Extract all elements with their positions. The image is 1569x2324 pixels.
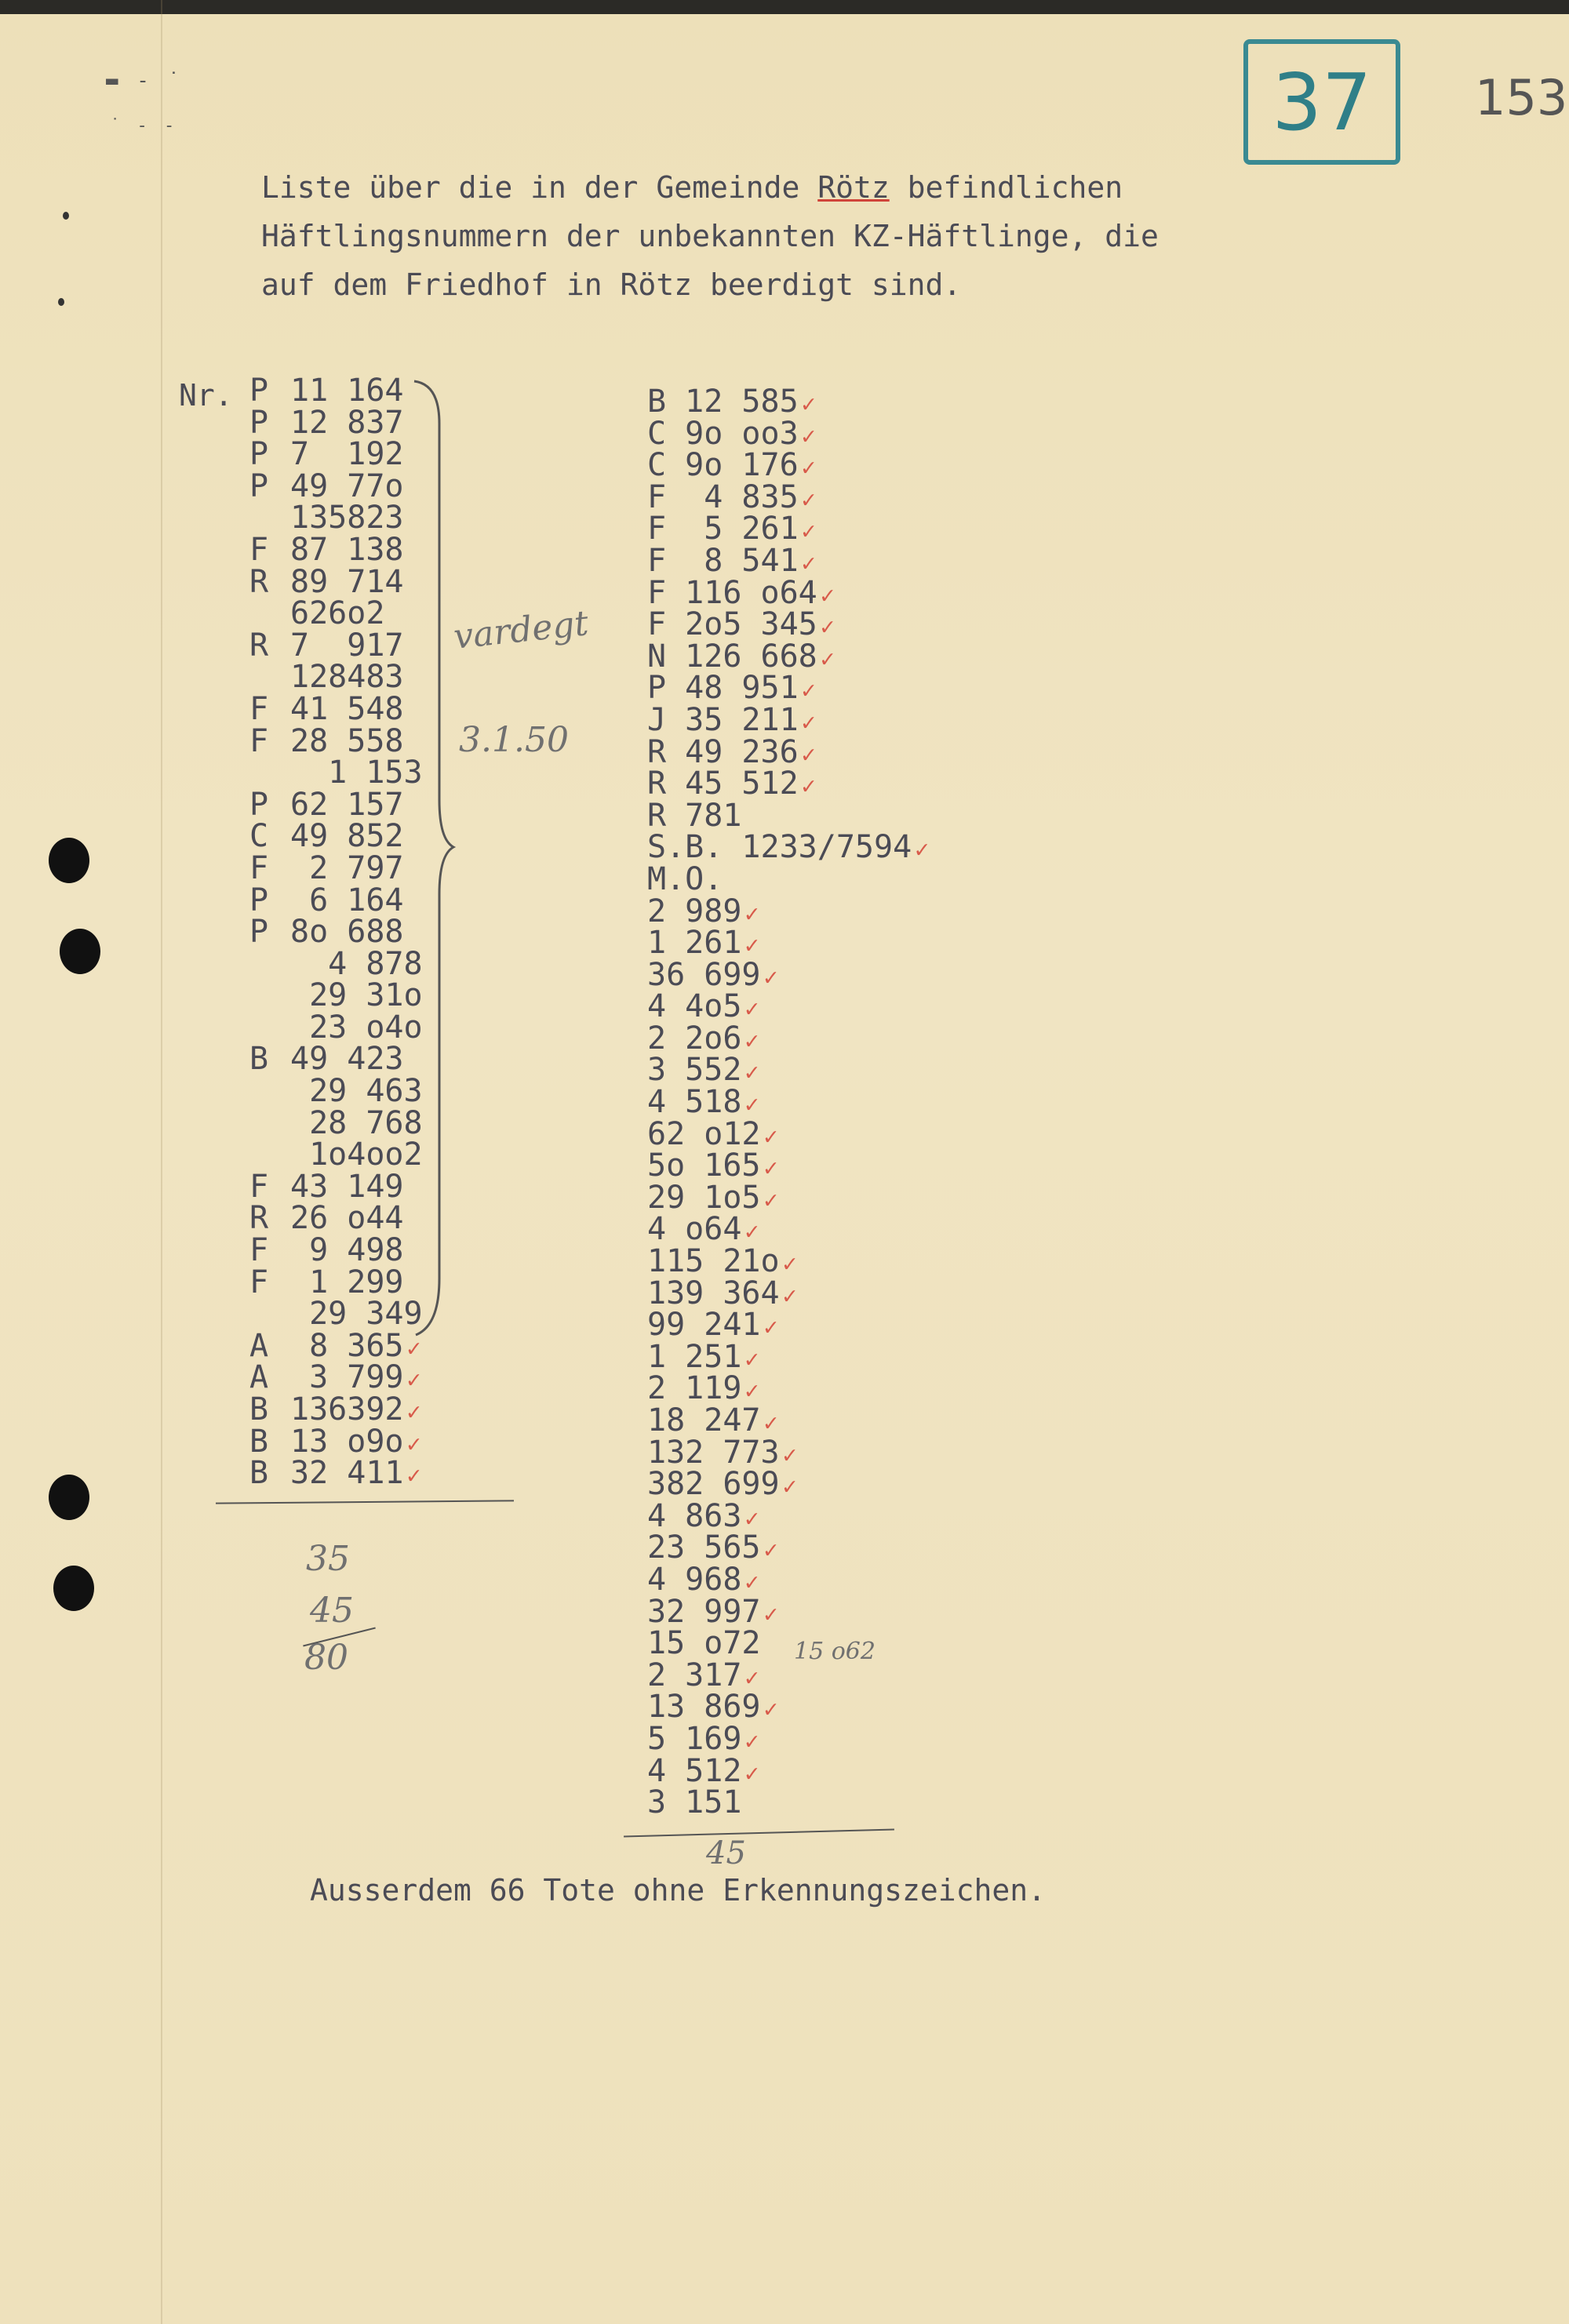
prefix-letter: R bbox=[249, 627, 269, 664]
prisoner-number: 4 968 bbox=[647, 1561, 742, 1598]
prefix-letter: R bbox=[249, 1200, 269, 1237]
prisoner-number: R 781 bbox=[647, 797, 742, 834]
prefix-letter: P bbox=[249, 436, 269, 473]
check-mark-icon: ✓ bbox=[744, 1377, 759, 1406]
prisoner-number-row bbox=[647, 1784, 929, 1821]
prisoner-number: 1 261 bbox=[647, 925, 742, 962]
prisoner-number: 7 917 bbox=[290, 627, 404, 664]
handwritten-note: 15 o62 bbox=[794, 1638, 876, 1665]
prisoner-number: 5 169 bbox=[647, 1720, 742, 1757]
prefix-letter: B bbox=[249, 1423, 269, 1460]
prisoner-number: 4 518 bbox=[647, 1084, 742, 1121]
check-mark-icon: ✓ bbox=[763, 963, 778, 991]
prisoner-number-row bbox=[249, 786, 423, 823]
check-mark-icon: ✓ bbox=[763, 1122, 778, 1151]
prisoner-number: R 45 512 bbox=[647, 766, 799, 802]
handwritten-sum-total: 80 bbox=[304, 1638, 348, 1678]
prisoner-number-row bbox=[249, 531, 423, 568]
prisoner-number: 4 878 bbox=[290, 945, 423, 982]
prisoner-number: 62 157 bbox=[290, 786, 404, 823]
prisoner-number: 1o4oo2 bbox=[290, 1137, 423, 1173]
prisoner-number: 3 151 bbox=[647, 1784, 742, 1821]
prisoner-number-row bbox=[249, 977, 423, 1014]
check-mark-icon: ✓ bbox=[763, 1696, 778, 1724]
prefix-letter: A bbox=[249, 1327, 269, 1364]
prisoner-number: R 49 236 bbox=[647, 733, 799, 770]
prisoner-number-row bbox=[647, 1213, 929, 1246]
prefix-letter: P bbox=[249, 467, 269, 504]
prefix-letter: P bbox=[249, 914, 269, 951]
prisoner-number: 28 558 bbox=[290, 722, 404, 759]
check-mark-icon: ✓ bbox=[801, 708, 816, 736]
prisoner-number: 49 77o bbox=[290, 467, 404, 504]
prisoner-number-row bbox=[249, 375, 423, 407]
check-mark-icon: ✓ bbox=[744, 1727, 759, 1755]
prisoner-number-row bbox=[647, 1338, 929, 1375]
prisoner-number-row bbox=[647, 449, 929, 482]
prisoner-number: 1 299 bbox=[290, 1264, 404, 1300]
prisoner-number-row bbox=[647, 1625, 929, 1662]
prisoner-number-row bbox=[249, 1202, 423, 1235]
prisoner-number-row bbox=[647, 574, 929, 611]
prisoner-number: 87 138 bbox=[290, 531, 404, 568]
handwritten-count: 45 bbox=[706, 1835, 746, 1871]
prisoner-number: 29 1o5 bbox=[647, 1179, 761, 1216]
prisoner-number-row bbox=[249, 1139, 423, 1171]
check-mark-icon: ✓ bbox=[744, 1664, 759, 1692]
check-mark-icon: ✓ bbox=[406, 1334, 421, 1362]
prisoner-number-row bbox=[249, 595, 423, 632]
check-mark-icon: ✓ bbox=[801, 422, 816, 450]
title-text: Häftlingsnummern der unbekannten KZ-Häftlinge, die bbox=[261, 219, 1159, 253]
prisoner-number: 23 565 bbox=[647, 1529, 761, 1566]
prisoner-number: 12 837 bbox=[290, 404, 404, 441]
title-text: befindlichen bbox=[889, 170, 1123, 205]
prisoner-number: 29 31o bbox=[290, 977, 423, 1014]
curly-brace bbox=[408, 376, 471, 1349]
prisoner-number: 7 192 bbox=[290, 436, 404, 473]
right-column-rule bbox=[624, 1828, 894, 1837]
number-column-left bbox=[249, 373, 423, 1492]
prisoner-number-row bbox=[249, 438, 423, 471]
prisoner-number: 128483 bbox=[290, 659, 404, 696]
prisoner-number-row bbox=[249, 757, 423, 789]
prisoner-number: 626o2 bbox=[290, 595, 385, 632]
prisoner-number-row bbox=[647, 733, 929, 770]
prisoner-number-row bbox=[647, 1307, 929, 1344]
prisoner-number: 6 164 bbox=[290, 882, 404, 918]
check-mark-icon: ✓ bbox=[744, 1091, 759, 1119]
prisoner-number-row bbox=[249, 1168, 423, 1205]
prisoner-number-row bbox=[647, 1402, 929, 1438]
check-mark-icon: ✓ bbox=[801, 486, 816, 514]
prisoner-number: 43 149 bbox=[290, 1168, 404, 1205]
prisoner-number-row bbox=[647, 1434, 929, 1471]
prisoner-number-row bbox=[647, 860, 929, 897]
prisoner-number: 1 153 bbox=[290, 755, 423, 791]
speck bbox=[63, 212, 69, 220]
prisoner-number: 13 o9o bbox=[290, 1423, 404, 1460]
prisoner-number-row bbox=[249, 690, 423, 727]
check-mark-icon: ✓ bbox=[820, 581, 835, 609]
prisoner-number-row bbox=[249, 563, 423, 600]
prisoner-number-row bbox=[249, 659, 423, 696]
prisoner-number-row bbox=[647, 1657, 929, 1693]
prisoner-number-row bbox=[647, 797, 929, 834]
prefix-letter: B bbox=[249, 1455, 269, 1492]
prefix-letter: B bbox=[249, 1391, 269, 1427]
prefix-letter: F bbox=[249, 1232, 269, 1269]
prisoner-number-row bbox=[249, 467, 423, 504]
prisoner-number-row bbox=[647, 478, 929, 515]
document-title bbox=[261, 163, 1159, 309]
corner-marks: ˙ ‐ ‐ bbox=[110, 116, 178, 136]
check-mark-icon: ✓ bbox=[744, 900, 759, 928]
prisoner-number: 15 o72 bbox=[647, 1625, 761, 1662]
prisoner-number: 49 852 bbox=[290, 818, 404, 855]
prisoner-number: 23 o4o bbox=[290, 1009, 423, 1046]
check-mark-icon: ✓ bbox=[801, 677, 816, 705]
left-column-rule bbox=[216, 1500, 514, 1504]
prisoner-number-row bbox=[647, 831, 929, 864]
prisoner-number: P 48 951 bbox=[647, 670, 799, 707]
check-mark-icon: ✓ bbox=[801, 740, 816, 769]
prisoner-number: F 4 835 bbox=[647, 478, 799, 515]
prisoner-number-row bbox=[249, 1391, 423, 1427]
prisoner-number-row bbox=[249, 404, 423, 441]
prisoner-number-row bbox=[647, 925, 929, 962]
prisoner-number-row bbox=[647, 1370, 929, 1407]
prisoner-number: S.B. 1233/7594 bbox=[647, 829, 912, 866]
prisoner-number: 1 251 bbox=[647, 1338, 742, 1375]
prefix-letter: F bbox=[249, 722, 269, 759]
check-mark-icon: ✓ bbox=[820, 645, 835, 673]
prisoner-number-row bbox=[249, 1359, 423, 1396]
speck bbox=[58, 298, 64, 306]
prisoner-number: 4 863 bbox=[647, 1497, 742, 1534]
prisoner-number-row bbox=[647, 1020, 929, 1057]
check-mark-icon: ✓ bbox=[782, 1441, 797, 1469]
prisoner-number: 41 548 bbox=[290, 690, 404, 727]
prisoner-number: 382 699 bbox=[647, 1466, 780, 1503]
prisoner-number-row bbox=[647, 1147, 929, 1184]
prisoner-number-row bbox=[647, 893, 929, 929]
prisoner-number: M.O. bbox=[647, 860, 723, 897]
prisoner-number-row bbox=[647, 606, 929, 643]
punch-hole bbox=[49, 1475, 89, 1520]
check-mark-icon: ✓ bbox=[406, 1462, 421, 1490]
prisoner-number-row bbox=[249, 882, 423, 918]
title-text: Liste über die in der Gemeinde bbox=[261, 170, 818, 205]
prisoner-number-row bbox=[647, 1689, 929, 1726]
prisoner-number-row bbox=[647, 1466, 929, 1503]
prisoner-number: B 12 585 bbox=[647, 384, 799, 420]
prisoner-number: 11 164 bbox=[290, 373, 404, 409]
prisoner-number: 8 365 bbox=[290, 1327, 404, 1364]
prisoner-number-row bbox=[647, 1243, 929, 1280]
prefix-letter: P bbox=[249, 404, 269, 441]
scan-top-edge bbox=[0, 0, 1569, 14]
prefix-letter: P bbox=[249, 786, 269, 823]
punch-hole bbox=[53, 1566, 94, 1611]
prisoner-number: 36 699 bbox=[647, 956, 761, 993]
check-mark-icon: ✓ bbox=[763, 1314, 778, 1342]
prefix-letter: F bbox=[249, 1264, 269, 1300]
check-mark-icon: ✓ bbox=[744, 1059, 759, 1087]
prisoner-number-row bbox=[249, 627, 423, 664]
title-text: auf dem Friedhof in Rötz beerdigt sind. bbox=[261, 267, 962, 302]
prisoner-number-row bbox=[249, 1009, 423, 1046]
prisoner-number: F 8 541 bbox=[647, 542, 799, 579]
prisoner-number-row bbox=[647, 1529, 929, 1566]
prisoner-number-row bbox=[249, 722, 423, 759]
prisoner-number: 4 4o5 bbox=[647, 988, 742, 1025]
prisoner-number-row bbox=[647, 542, 929, 579]
prisoner-number-row bbox=[647, 1052, 929, 1089]
prisoner-number: 2 797 bbox=[290, 849, 404, 886]
prefix-letter: P bbox=[249, 882, 269, 918]
prisoner-number: 3 799 bbox=[290, 1359, 404, 1396]
prisoner-number-row bbox=[647, 1561, 929, 1598]
check-mark-icon: ✓ bbox=[801, 549, 816, 577]
prefix-letter: R bbox=[249, 563, 269, 600]
prisoner-number-row bbox=[647, 1179, 929, 1216]
check-mark-icon: ✓ bbox=[744, 932, 759, 960]
prisoner-number-row bbox=[647, 956, 929, 993]
prisoner-number: 8o 688 bbox=[290, 914, 404, 951]
prisoner-number: N 126 668 bbox=[647, 638, 817, 675]
prisoner-number: 2 2o6 bbox=[647, 1020, 742, 1057]
handwritten-sum-term: 45 bbox=[310, 1591, 354, 1631]
prisoner-number-row bbox=[249, 1455, 423, 1492]
prisoner-number: 62 o12 bbox=[647, 1115, 761, 1152]
prisoner-number: 99 241 bbox=[647, 1307, 761, 1344]
prisoner-number-row bbox=[647, 386, 929, 418]
check-mark-icon: ✓ bbox=[744, 1027, 759, 1055]
check-mark-icon: ✓ bbox=[406, 1398, 421, 1426]
prisoner-number-row bbox=[249, 502, 423, 534]
prisoner-number-row bbox=[249, 1264, 423, 1300]
prisoner-number: J 35 211 bbox=[647, 701, 799, 738]
prisoner-number-row bbox=[647, 513, 929, 545]
prisoner-number-row bbox=[647, 1752, 929, 1789]
check-mark-icon: ✓ bbox=[744, 1759, 759, 1788]
punch-hole bbox=[49, 838, 89, 883]
check-mark-icon: ✓ bbox=[782, 1282, 797, 1310]
prisoner-number: 32 411 bbox=[290, 1455, 404, 1492]
prisoner-number: 32 997 bbox=[647, 1593, 761, 1630]
prisoner-number-row bbox=[249, 1232, 423, 1269]
prefix-letter: A bbox=[249, 1359, 269, 1396]
check-mark-icon: ✓ bbox=[406, 1430, 421, 1458]
handwritten-note: vardegt bbox=[451, 603, 591, 657]
prisoner-number: 2 989 bbox=[647, 893, 742, 929]
prefix-letter: C bbox=[249, 818, 269, 855]
prisoner-number-row bbox=[249, 820, 423, 853]
check-mark-icon: ✓ bbox=[763, 1600, 778, 1628]
check-mark-icon: ✓ bbox=[406, 1366, 421, 1395]
prisoner-number-row bbox=[647, 1593, 929, 1630]
prisoner-number: F 116 o64 bbox=[647, 574, 817, 611]
check-mark-icon: ✓ bbox=[763, 1537, 778, 1565]
prisoner-number-row bbox=[249, 1423, 423, 1460]
title-underlined-word: Rötz bbox=[817, 170, 890, 205]
prisoner-number: 49 423 bbox=[290, 1041, 404, 1078]
check-mark-icon: ✓ bbox=[782, 1473, 797, 1501]
number-column-right bbox=[647, 386, 929, 1819]
prisoner-number-row bbox=[249, 1041, 423, 1078]
prisoner-number-row bbox=[647, 701, 929, 738]
prisoner-number: 3 552 bbox=[647, 1052, 742, 1089]
prefix-letter: F bbox=[249, 531, 269, 568]
prisoner-number-row bbox=[249, 914, 423, 951]
check-mark-icon: ✓ bbox=[763, 1409, 778, 1437]
prisoner-number-row bbox=[249, 1073, 423, 1110]
check-mark-icon: ✓ bbox=[915, 836, 930, 864]
prefix-letter: F bbox=[249, 1168, 269, 1205]
footer-note: Ausserdem 66 Tote ohne Erkennungszeichen. bbox=[310, 1873, 1046, 1908]
prisoner-number-row bbox=[647, 1084, 929, 1121]
prefix-letter: P bbox=[249, 373, 269, 409]
prisoner-number: 13 869 bbox=[647, 1689, 761, 1726]
prisoner-number: 135823 bbox=[290, 500, 404, 536]
prisoner-number-row bbox=[647, 415, 929, 452]
check-mark-icon: ✓ bbox=[763, 1186, 778, 1214]
prisoner-number-row bbox=[647, 1720, 929, 1757]
folio-box-number: 37 bbox=[1272, 56, 1372, 148]
corner-marks: ▬ ‐ ˙ bbox=[106, 69, 184, 93]
prefix-letter: F bbox=[249, 690, 269, 727]
prisoner-number: 132 773 bbox=[647, 1434, 780, 1471]
prisoner-number-row bbox=[647, 670, 929, 707]
prisoner-number: 4 512 bbox=[647, 1752, 742, 1789]
punch-hole bbox=[60, 929, 100, 974]
prisoner-number: 28 768 bbox=[290, 1104, 423, 1141]
prisoner-number: F 5 261 bbox=[647, 511, 799, 547]
prefix-letter: F bbox=[249, 849, 269, 886]
prisoner-number-row bbox=[647, 638, 929, 675]
prisoner-number: F 2o5 345 bbox=[647, 606, 817, 643]
prisoner-number: 29 349 bbox=[290, 1296, 423, 1333]
check-mark-icon: ✓ bbox=[801, 391, 816, 418]
prisoner-number-row bbox=[647, 1497, 929, 1534]
check-mark-icon: ✓ bbox=[801, 454, 816, 482]
prisoner-number: 5o 165 bbox=[647, 1147, 761, 1184]
prisoner-number: 2 119 bbox=[647, 1370, 742, 1407]
check-mark-icon: ✓ bbox=[801, 773, 816, 801]
check-mark-icon: ✓ bbox=[744, 1568, 759, 1596]
prisoner-number: 29 463 bbox=[290, 1073, 423, 1110]
prisoner-number-row bbox=[249, 1296, 423, 1333]
prisoner-number: 9 498 bbox=[290, 1232, 404, 1269]
prisoner-number: 18 247 bbox=[647, 1402, 761, 1438]
prisoner-number: 139 364 bbox=[647, 1275, 780, 1311]
folio-box bbox=[1243, 39, 1400, 165]
prisoner-number-row bbox=[647, 1275, 929, 1311]
check-mark-icon: ✓ bbox=[744, 995, 759, 1024]
prisoner-number-row bbox=[647, 768, 929, 800]
check-mark-icon: ✓ bbox=[820, 613, 835, 642]
prisoner-number-row bbox=[249, 1327, 423, 1364]
nr-label: Nr. bbox=[179, 378, 233, 413]
prisoner-number: 115 21o bbox=[647, 1243, 780, 1280]
prefix-letter: B bbox=[249, 1041, 269, 1078]
prisoner-number-row bbox=[647, 988, 929, 1025]
prisoner-number-row bbox=[647, 1115, 929, 1152]
check-mark-icon: ✓ bbox=[744, 1504, 759, 1533]
check-mark-icon: ✓ bbox=[744, 1218, 759, 1246]
page-number: 153 bbox=[1475, 69, 1568, 126]
prisoner-number: C 9o 176 bbox=[647, 447, 799, 484]
check-mark-icon: ✓ bbox=[801, 518, 816, 546]
handwritten-note: 3.1.50 bbox=[459, 720, 569, 760]
prisoner-number-row bbox=[249, 945, 423, 982]
prisoner-number-row bbox=[249, 849, 423, 886]
check-mark-icon: ✓ bbox=[782, 1250, 797, 1278]
prisoner-number: C 9o oo3 bbox=[647, 415, 799, 452]
prisoner-number: 136392 bbox=[290, 1391, 404, 1427]
prisoner-number-row bbox=[249, 1104, 423, 1141]
check-mark-icon: ✓ bbox=[763, 1155, 778, 1183]
check-mark-icon: ✓ bbox=[744, 1345, 759, 1373]
prisoner-number: 4 o64 bbox=[647, 1211, 742, 1248]
fold-line bbox=[161, 0, 162, 2324]
prisoner-number: 2 317 bbox=[647, 1657, 742, 1693]
handwritten-sum-term: 35 bbox=[306, 1539, 350, 1579]
prisoner-number: 89 714 bbox=[290, 563, 404, 600]
prisoner-number: 26 o44 bbox=[290, 1200, 404, 1237]
